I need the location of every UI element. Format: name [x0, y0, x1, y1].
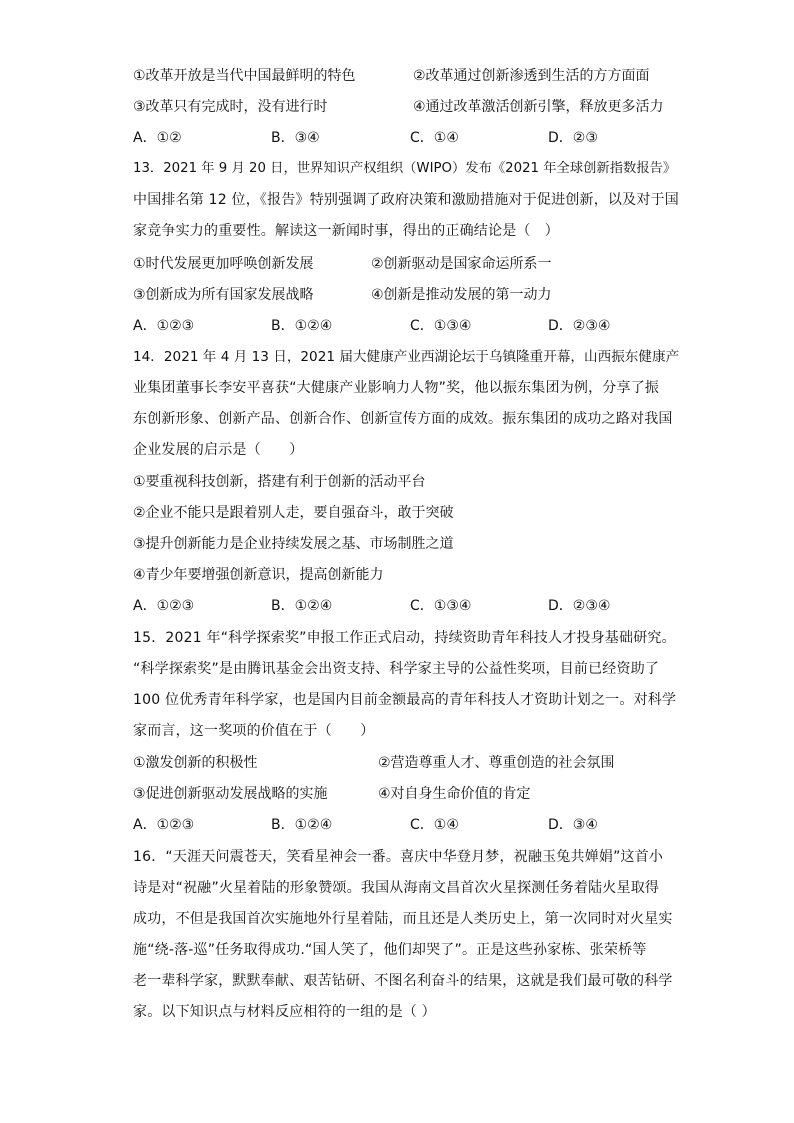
- q15-answer-a: A．①②③: [133, 817, 195, 833]
- q12-option-4: ④通过改革激活创新引擎，释放更多活力: [413, 99, 664, 115]
- q14-option-4: ④青少年要增强创新意识，提高创新能力: [133, 567, 384, 583]
- q14-answer-a: A．①②③: [133, 598, 195, 614]
- q13-option-1: ①时代发展更加呼唤创新发展: [133, 256, 314, 272]
- q12-answer-d: D．②③: [548, 130, 598, 146]
- q15-option-1: ①激发创新的积极性: [133, 755, 258, 771]
- q15-option-4: ④对自身生命价值的肯定: [378, 786, 531, 802]
- q13-option-2: ②创新驱动是国家命运所系一: [371, 256, 552, 272]
- q13-stem-line-1: 13．2021 年 9 月 20 日，世界知识产权组织（WIPO）发布《2021 年全球创新指数报告》: [133, 161, 677, 176]
- q16-stem-line-5: 老一辈科学家，默默奉献、艰苦钻研、不图名利奋斗的结果，这就是我们最可敬的科学: [133, 973, 673, 989]
- q16-stem-line-4: 施“绕-落-巡”任务取得成功.“国人笑了，他们却哭了”。正是这些孙家栋、张荣桥等: [133, 942, 647, 958]
- q15-option-3: ③促进创新驱动发展战略的实施: [133, 786, 328, 802]
- q14-stem-line-3: 东创新形象、创新产品、创新合作、创新宣传方面的成效。振东集团的成功之路对我国: [133, 411, 673, 427]
- q14-answer-d: D．②③④: [548, 598, 611, 614]
- q12-option-1: ①改革开放是当代中国最鲜明的特色: [133, 68, 356, 84]
- q12-answer-b: B．③④: [271, 130, 320, 146]
- q16-stem-line-6: 家。以下知识点与材料反应相符的一组的是（ ）: [133, 1004, 436, 1020]
- q15-stem-line-3: 100 位优秀青年科学家，也是国内目前金额最高的青年科技人才资助计划之一。对科学: [133, 692, 677, 708]
- q15-option-2: ②营造尊重人才、尊重创造的社会氛围: [378, 755, 615, 771]
- q13-option-4: ④创新是推动发展的第一动力: [371, 287, 552, 303]
- q13-answer-a: A．①②③: [133, 318, 195, 334]
- q13-answer-c: C．①③④: [410, 318, 472, 334]
- q14-option-2: ②企业不能只是跟着别人走，要自强奋斗，敢于突破: [133, 505, 454, 521]
- q15-stem-line-4: 家而言，这一奖项的价值在于（ ）: [133, 723, 375, 739]
- q15-answer-c: C．①④: [410, 817, 459, 833]
- q15-answer-d: D．③④: [548, 817, 598, 833]
- q16-stem-line-1: 16．“天涯天问震苍天，笑看星神会一番。喜庆中华登月梦，祝融玉兔共婵娟”这首小: [133, 849, 664, 865]
- q13-answer-d: D．②③④: [548, 318, 611, 334]
- q14-answer-b: B．①②④: [271, 598, 333, 614]
- q15-answer-b: B．①②④: [271, 817, 333, 833]
- q16-stem-line-2: 诗是对“祝融”火星着陆的形象赞颂。我国从海南文昌首次火星探测任务着陆火星取得: [133, 880, 660, 896]
- q13-option-3: ③创新成为所有国家发展战略: [133, 287, 314, 303]
- q14-answer-c: C．①③④: [410, 598, 472, 614]
- q14-option-1: ①要重视科技创新，搭建有利于创新的活动平台: [133, 474, 426, 490]
- q12-option-3: ③改革只有完成时，没有进行时: [133, 99, 328, 115]
- q13-stem-line-2: 中国排名第 12 位，《报告》特别强调了政府决策和激励措施对于促进创新，以及对于国: [133, 192, 679, 208]
- q12-answer-a: A．①②: [133, 130, 182, 146]
- q14-stem-line-1: 14．2021 年 4 月 13 日，2021 届大健康产业西湖论坛于乌镇隆重开幕，山西振东健康产: [133, 349, 680, 365]
- q13-answer-b: B．①②④: [271, 318, 333, 334]
- q16-stem-line-3: 成功，不但是我国首次实施地外行星着陆，而且还是人类历史上，第一次同时对火星实: [133, 911, 673, 927]
- q14-option-3: ③提升创新能力是企业持续发展之基、市场制胜之道: [133, 536, 454, 552]
- q12-option-2: ②改革通过创新渗透到生活的方方面面: [413, 68, 650, 84]
- q14-stem-line-4: 企业发展的启示是（ ）: [133, 442, 304, 458]
- q14-stem-line-2: 业集团董事长李安平喜获“大健康产业影响力人物”奖，他以振东集团为例，分享了振: [133, 380, 660, 396]
- q13-stem-line-3: 家竞争实力的重要性。解读这一新闻时事，得出的正确结论是（ ）: [133, 223, 559, 239]
- q15-stem-line-2: “科学探索奖”是由腾讯基金会出资支持、科学家主导的公益性奖项，目前已经资助了: [133, 661, 660, 677]
- q15-stem-line-1: 15．2021 年“科学探索奖”申报工作正式启动，持续资助青年科技人才投身基础研究。: [133, 630, 676, 646]
- q12-answer-c: C．①④: [410, 130, 459, 146]
